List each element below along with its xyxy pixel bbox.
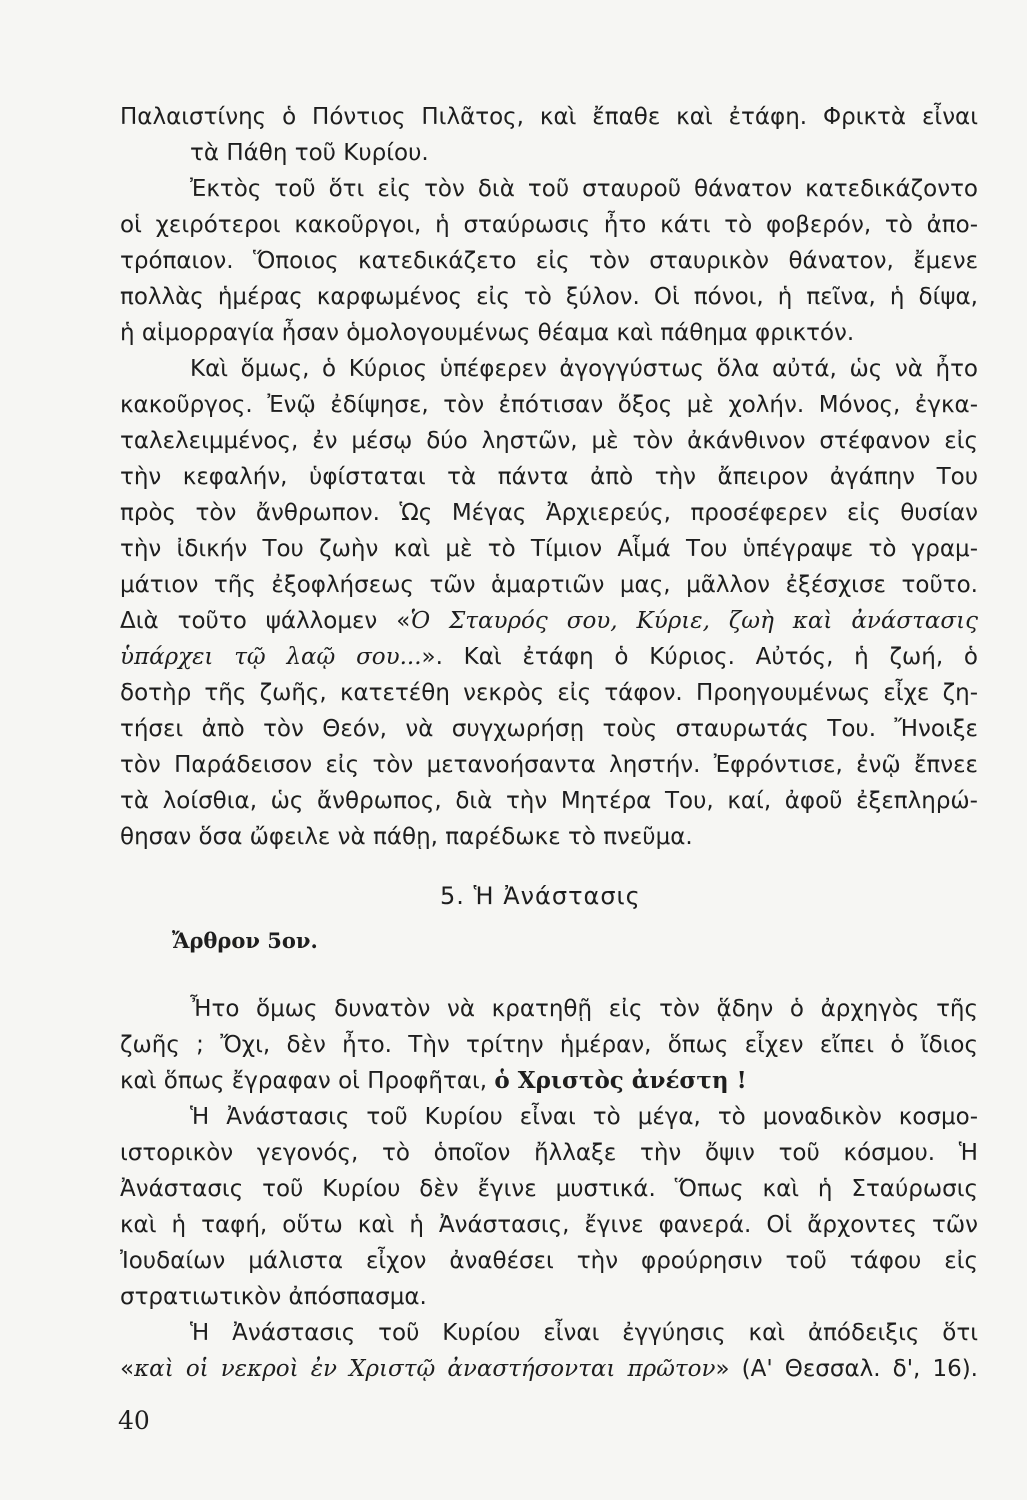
text-run: « (120, 1356, 135, 1382)
text-line: Καὶ ὅμως, ὁ Κύριος ὑπέφερεν ἀγογγύστως ὅλα αὐτά, ὡς νὰ ἦτο (190, 356, 978, 382)
text-line: ζωῆς ; Ὄχι, δὲν ἦτο. Τὴν τρίτην ἡμέραν, ὅπως εἶχεν εἴπει ὁ ἴδιος (120, 1032, 978, 1058)
text-line: ταλελειμμένος, ἐν μέσῳ δύο ληστῶν, μὲ τὸν ἀκάνθινον στέφανον εἰς (120, 428, 978, 454)
text-line: τὴν ἰδικήν Του ζωὴν καὶ μὲ τὸ Τίμιον Αἷμά Του ὑπέγραψε τὸ γραμ- (120, 536, 978, 562)
text-line: καὶ ἡ ταφή, οὕτω καὶ ἡ Ἀνάστασις, ἔγινε φανερά. Οἱ ἄρχοντες τῶν (120, 1212, 978, 1238)
text-line: κακοῦργος. Ἐνῷ ἐδίψησε, τὸν ἐπότισαν ὄξος μὲ χολήν. Μόνος, ἐγκα- (120, 392, 978, 418)
text-line: Ἡ Ἀνάστασις τοῦ Κυρίου εἶναι ἐγγύησις καὶ ἀπόδειξις ὅτι (190, 1320, 978, 1346)
scripture-quote: καὶ οἱ νεκροὶ ἐν Χριστῷ ἀναστήσονται πρῶτον (134, 1356, 716, 1382)
text-line: πολλὰς ἡμέρας καρφωμένος εἰς τὸ ξύλον. Οἱ πόνοι, ἡ πεῖνα, ἡ δίψα, (120, 284, 978, 310)
article-label: Ἄρθρον 5ον. (172, 928, 318, 953)
text-line: τὰ λοίσθια, ὡς ἄνθρωπος, διὰ τὴν Μητέρα Του, καί, ἀφοῦ ἐξεπληρώ- (120, 788, 978, 814)
text-line: Ἀνάστασις τοῦ Κυρίου δὲν ἔγινε μυστικά. Ὅπως καὶ ἡ Σταύρωσις (120, 1176, 978, 1202)
text-line: Ἰουδαίων μάλιστα εἶχον ἀναθέσει τὴν φρούρησιν τοῦ τάφου εἰς (120, 1248, 978, 1274)
text-run: ». Καὶ ἐτάφη ὁ Κύριος. Αὐτός, ἡ ζωή, ὁ (421, 644, 978, 670)
text-run: » (Α' Θεσσαλ. δ', 16). (715, 1356, 978, 1382)
text-line (120, 1066, 978, 1096)
text-line (120, 642, 978, 672)
page-number: 40 (118, 1406, 150, 1435)
text-line: τὸν Παράδεισον εἰς τὸν μετανοήσαντα ληστήν. Ἐφρόντισε, ἐνῷ ἔπνεε (120, 752, 978, 778)
section-heading: 5. Ἡ Ἀνάστασις (440, 882, 641, 910)
hymn-quote: Ὁ Σταυρός σου, Κύριε, ζωὴ καὶ ἀνάστασις (410, 608, 978, 634)
text-line: ιστορικὸν γεγονός, τὸ ὁποῖον ἤλλαξε τὴν ὄψιν τοῦ κόσμου. Ἡ (120, 1140, 978, 1166)
text-line: τήσει ἀπὸ τὸν Θεόν, νὰ συγχωρήσῃ τοὺς σταυρωτάς Του. Ἤνοιξε (120, 716, 978, 742)
text-line: μάτιον τῆς ἐξοφλήσεως τῶν ἁμαρτιῶν μας, μᾶλλον ἐξέσχισε τοῦτο. (120, 572, 978, 598)
text-line: Ἡ Ἀνάστασις τοῦ Κυρίου εἶναι τὸ μέγα, τὸ μοναδικὸν κοσμο- (190, 1104, 978, 1130)
text-line (120, 606, 978, 636)
text-line: Ἦτο ὅμως δυνατὸν νὰ κρατηθῇ εἰς τὸν ᾅδην ὁ ἀρχηγὸς τῆς (190, 996, 978, 1022)
text-line: πρὸς τὸν ἄνθρωπον. Ὡς Μέγας Ἀρχιερεύς, προσέφερεν εἰς θυσίαν (120, 500, 978, 526)
text-line: θησαν ὅσα ὤφειλε νὰ πάθῃ, παρέδωκε τὸ πνεῦμα. (120, 824, 693, 850)
text-line: τὴν κεφαλήν, ὑφίσταται τὰ πάντα ἀπὸ τὴν ἄπειρον ἀγάπην Του (120, 464, 978, 490)
text-line (120, 1354, 978, 1384)
text-line: τρόπαιον. Ὅποιος κατεδικάζετο εἰς τὸν σταυρικὸν θάνατον, ἔμενε (120, 248, 978, 274)
hymn-quote: ὑπάρχει τῷ λαῷ σου... (120, 644, 422, 670)
text-line: τὰ Πάθη τοῦ Κυρίου. (190, 140, 429, 166)
text-line: ἡ αἱμορραγία ἦσαν ὁμολογουμένως θέαμα καὶ πάθημα φρικτόν. (120, 320, 855, 346)
text-line: στρατιωτικὸν ἀπόσπασμα. (120, 1284, 427, 1310)
text-line: δοτὴρ τῆς ζωῆς, κατετέθη νεκρὸς εἰς τάφον. Προηγουμένως εἶχε ζη- (120, 680, 978, 706)
text-line: Ἐκτὸς τοῦ ὅτι εἰς τὸν διὰ τοῦ σταυροῦ θάνατον κατεδικάζοντο (190, 176, 978, 202)
bold-phrase: ὁ Χριστὸς ἀνέστη ! (494, 1067, 747, 1094)
text-run: Διὰ τοῦτο ψάλλομεν « (120, 608, 411, 634)
text-line: Παλαιστίνης ὁ Πόντιος Πιλᾶτος, καὶ ἔπαθε καὶ ἐτάφη. Φρικτὰ εἶναι (120, 104, 978, 130)
text-run: καὶ ὅπως ἔγραφαν οἱ Προφῆται, (120, 1068, 495, 1094)
text-line: οἱ χειρότεροι κακοῦργοι, ἡ σταύρωσις ἦτο κάτι τὸ φοβερόν, τὸ ἀπο- (120, 212, 978, 238)
